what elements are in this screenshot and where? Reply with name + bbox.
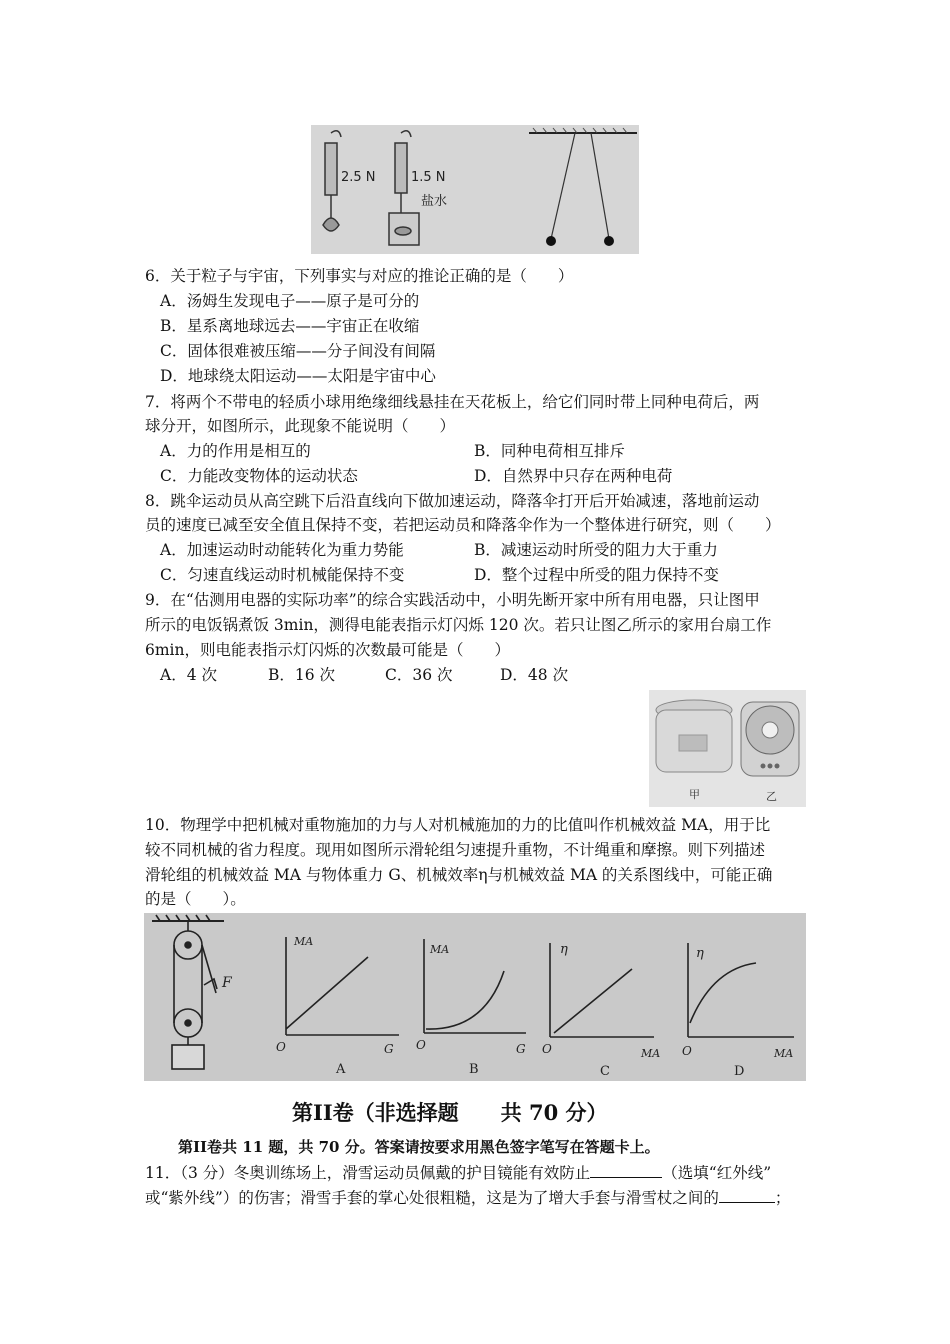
graph-b-origin: O: [416, 1038, 426, 1052]
q9-appliances-drawing: [649, 690, 806, 807]
graph-a-origin: O: [276, 1040, 286, 1054]
q9-option-a: A．4 次: [160, 666, 217, 684]
figure-q10-photo: [144, 913, 806, 1081]
q11-line2: [145, 1188, 790, 1208]
q7-stem-line1: 7．将两个不带电的轻质小球用绝缘细线悬挂在天花板上，给它们同时带上同种电荷后，两: [145, 393, 760, 411]
figure-top-drawing: [311, 125, 639, 254]
figure-q9-photo: [649, 690, 806, 807]
q7-option-c: C．力能改变物体的运动状态: [160, 467, 358, 485]
q11-blank-2[interactable]: [719, 1188, 775, 1203]
graph-d-xlabel: MA: [774, 1047, 794, 1060]
graph-b-ylabel: MA: [430, 943, 450, 956]
q10-label-force: F: [222, 975, 232, 991]
graph-b-label: B: [469, 1062, 479, 1077]
q10-stem-line1: 10．物理学中把机械对重物施加的力与人对机械施加的力的比值叫作机械效益 MA，用于比: [145, 816, 771, 834]
q8-stem-line1: 8．跳伞运动员从高空跳下后沿直线向下做加速运动，降落伞打开后开始减速，落地前运动: [145, 492, 760, 510]
q7-option-d: D．自然界中只存在两种电荷: [474, 467, 673, 485]
graph-c-origin: O: [542, 1042, 552, 1056]
q8-stem-line2: 员的速度已减至安全值且保持不变，若把运动员和降落伞作为一个整体进行研究，则（ ）: [145, 516, 781, 534]
q6-option-a: A．汤姆生发现电子——原子是可分的: [160, 292, 420, 310]
q8-option-a: A．加速运动时动能转化为重力势能: [160, 541, 404, 559]
q7-option-a: A．力的作用是相互的: [160, 442, 311, 460]
figure-top-photo: [311, 125, 639, 254]
q10-stem-line4: 的是（ ）。: [145, 890, 246, 908]
section2-title: 第II卷（非选择题 共 70 分）: [292, 1100, 608, 1125]
graph-a-ylabel: MA: [294, 935, 314, 948]
q9-label-jia: 甲: [689, 788, 700, 801]
q10-graphs-drawing: [144, 913, 806, 1081]
q6-stem: 6．关于粒子与宇宙，下列事实与对应的推论正确的是（ ）: [145, 267, 574, 285]
q11-text-part2: （选填“红外线”: [662, 1164, 772, 1182]
section2-note: 第II卷共 11 题，共 70 分。答案请按要求用黑色签字笔写在答题卡上。: [178, 1138, 660, 1156]
q9-option-b: B．16 次: [268, 666, 336, 684]
graph-d-label: D: [734, 1064, 745, 1079]
graph-c-xlabel: MA: [641, 1047, 661, 1060]
graph-c-label: C: [600, 1064, 610, 1079]
q6-option-c: C．固体很难被压缩——分子间没有间隔: [160, 342, 436, 360]
q8-option-b: B．减速运动时所受的阻力大于重力: [474, 541, 718, 559]
q9-option-d: D．48 次: [500, 666, 569, 684]
spring-label-2: 1.5 N: [411, 170, 446, 185]
q9-stem-line3: 6min，则电能表指示灯闪烁的次数最可能是（ ）: [145, 641, 511, 659]
graph-c-ylabel: η: [560, 942, 568, 957]
q7-stem-line2: 球分开，如图所示，此现象不能说明（ ）: [145, 417, 456, 435]
q11-text-part4: ；: [774, 1189, 791, 1207]
q11-line1: [145, 1163, 771, 1183]
q9-option-c: C．36 次: [385, 666, 453, 684]
q11-text-part3: 或“紫外线”）的伤害；滑雪手套的掌心处很粗糙，这是为了增大手套与滑雪杖之间的: [145, 1189, 719, 1207]
q10-stem-line3: 滑轮组的机械效益 MA 与物体重力 G、机械效率η与机械效益 MA 的关系图线中，可能正确: [145, 866, 773, 884]
q11-blank-1[interactable]: [590, 1163, 662, 1178]
q9-stem-line2: 所示的电饭锅煮饭 3min，测得电能表指示灯闪烁 120 次。若只让图乙所示的家用台扇工作: [145, 616, 772, 634]
q10-stem-line2: 较不同机械的省力程度。现用如图所示滑轮组匀速提升重物，不计绳重和摩擦。则下列描述: [145, 841, 766, 859]
q8-option-c: C．匀速直线运动时机械能保持不变: [160, 566, 405, 584]
spring-label-1: 2.5 N: [341, 170, 376, 185]
graph-a-label: A: [336, 1062, 346, 1077]
q9-label-yi: 乙: [766, 790, 777, 803]
graph-a-xlabel: G: [384, 1042, 394, 1056]
beaker-label: 盐水: [421, 194, 448, 209]
q6-option-b: B．星系离地球远去——宇宙正在收缩: [160, 317, 420, 335]
graph-d-ylabel: η: [696, 946, 704, 961]
graph-d-origin: O: [682, 1044, 692, 1058]
q11-text-part1: 11．（3 分）冬奥训练场上，滑雪运动员佩戴的护目镜能有效防止: [145, 1164, 591, 1182]
q6-option-d: D．地球绕太阳运动——太阳是宇宙中心: [160, 367, 436, 385]
q8-option-d: D．整个过程中所受的阻力保持不变: [474, 566, 719, 584]
graph-b-xlabel: G: [516, 1042, 526, 1056]
q7-option-b: B．同种电荷相互排斥: [474, 442, 625, 460]
q9-stem-line1: 9．在“估测用电器的实际功率”的综合实践活动中，小明先断开家中所有用电器，只让图甲: [145, 591, 760, 609]
